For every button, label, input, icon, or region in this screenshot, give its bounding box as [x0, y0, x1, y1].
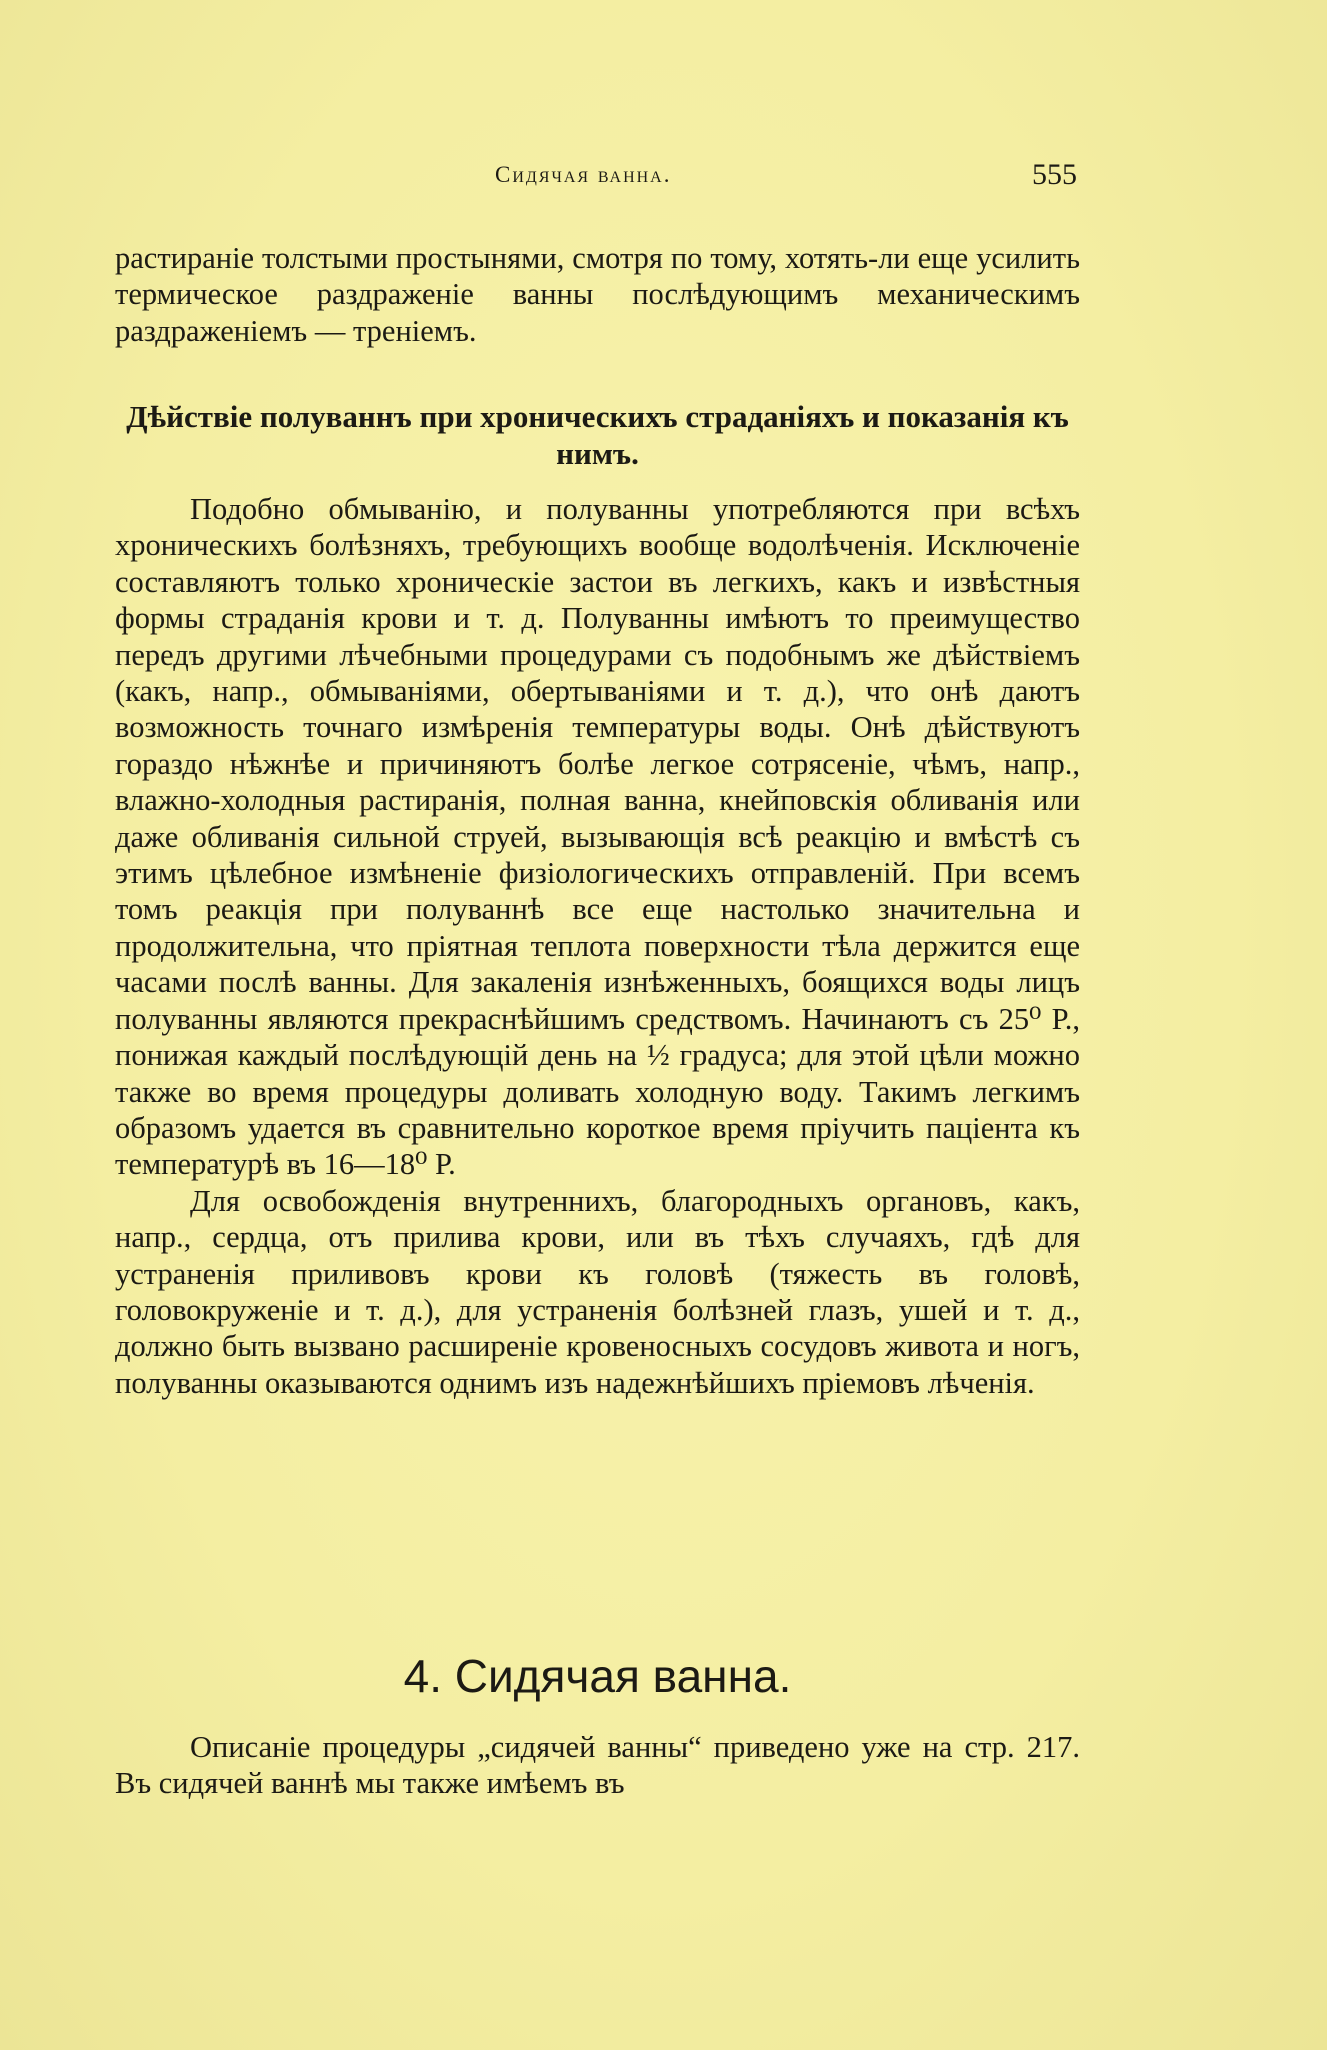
- page-number: 555: [1032, 158, 1077, 191]
- running-title: Сидячая ванна.: [495, 162, 672, 187]
- paragraph: Подобно обмыванію, и полуванны употребляются при всѣхъ хроническихъ болѣзняхъ, требующихъ вообще водолѣченія. Исключеніе составляютъ только хроническіе застои въ легкихъ, какъ и извѣстныя формы страданія крови и т. д. Полуванны имѣютъ то преимущество передъ другими лѣчебными процедурами съ подобнымъ же дѣйствіемъ (какъ, напр., обмываніями, обертываніями и т. д.), что онѣ даютъ возможность точнаго измѣренія температуры воды. Онѣ дѣйствуютъ гораздо нѣжнѣе и причиняютъ болѣе легкое сотрясеніе, чѣмъ, напр., влажно-холодныя растиранія, полная ванна, кнейповскія обливанія или даже обливанія сильной струей, вызывающія всѣ реакцію и вмѣстѣ съ этимъ цѣлебное измѣненіе физіологическихъ отправленій. При всемъ томъ реакція при полуваннѣ все еще настолько значительна и продолжительна, что пріятная теплота поверхности тѣла держится еще часами послѣ ванны. Для закаленія изнѣженныхъ, боящихся воды лицъ полуванны являются прекраснѣйшимъ средствомъ. Начинаютъ съ 25⁰ Р., понижая каждый послѣдующій день на ½ градуса; для этой цѣли можно также во время процедуры доливать холодную воду. Такимъ легкимъ образомъ удается въ сравнительно короткое время пріучить паціента къ температурѣ въ 16—18⁰ Р.: [115, 492, 1080, 1182]
- section-body: [115, 1729, 1080, 1802]
- subheading: Дѣйствіе полуваннъ при хроническихъ страданіяхъ и показанія къ нимъ.: [126, 399, 1069, 471]
- intro-text: растираніе толстыми простынями, смотря по тому, хотять-ли еще усилить термическое раздраженіе ванны послѣдующимъ механическимъ раздраженіемъ — треніемъ.: [115, 241, 1080, 348]
- section-title: 4. Сидячая ванна.: [403, 1650, 792, 1702]
- running-head: [115, 158, 1077, 202]
- paragraph: Для освобожденія внутреннихъ, благородныхъ органовъ, какъ, напр., сердца, отъ прилива крови, или въ тѣхъ случаяхъ, гдѣ для устраненія приливовъ крови къ головѣ (тяжесть въ головѣ, головокруженіе и т. д.), для устраненія болѣзней глазъ, ушей и т. д., должно быть вызвано расширеніе кровеносныхъ сосудовъ живота и ногъ, полуванны оказываются однимъ изъ надежнѣйшихъ пріемовъ лѣченія.: [115, 1183, 1080, 1400]
- body-text: [115, 491, 1080, 1401]
- intro-paragraph: [115, 240, 1080, 349]
- paragraph: Описаніе процедуры „сидячей ванны“ приведено уже на стр. 217. Въ сидячей ваннѣ мы также имѣемъ въ: [115, 1730, 1080, 1801]
